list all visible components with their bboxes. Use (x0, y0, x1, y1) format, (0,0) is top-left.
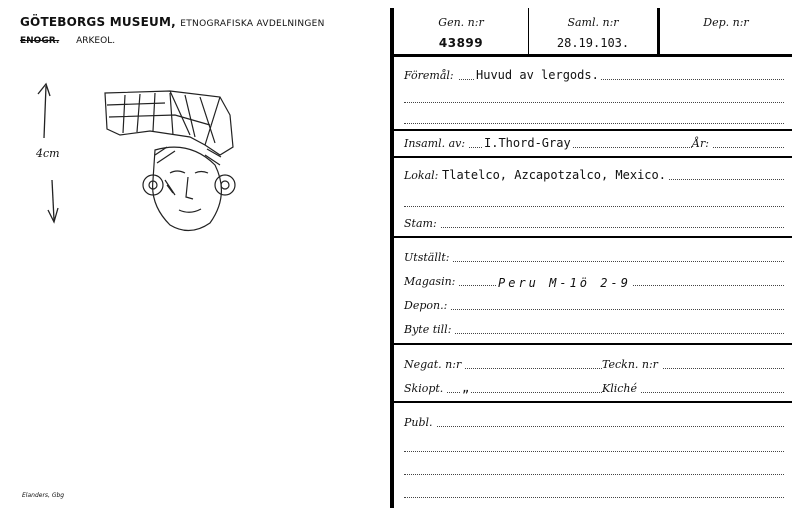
insaml-value: I.Thord-Gray (484, 136, 571, 150)
subdepartment: ARKEOL. (76, 36, 116, 46)
skiopt-value: „ (462, 381, 470, 395)
gen-value: 43899 (438, 36, 484, 50)
card-number-header (394, 8, 792, 57)
section-divider (394, 401, 792, 403)
lokal-label: Lokal: (404, 169, 442, 182)
byte-row (404, 320, 784, 336)
skiopt-row (404, 379, 784, 395)
insaml-label: Insaml. av: (404, 137, 469, 150)
saml-value: 28.19.103. (556, 36, 630, 50)
magasin-value: Peru M-1ö 2-9 (498, 276, 631, 290)
saml-label: Saml. n:r (567, 16, 619, 29)
stam-label: Stam: (404, 217, 441, 230)
teckn-label: Teckn. n:r (602, 358, 662, 371)
magasin-label: Magasin: (404, 275, 459, 288)
foremal-label: Föremål: (404, 69, 458, 82)
section-divider (394, 129, 792, 131)
ruled-line (404, 474, 784, 475)
saml-number-cell (529, 8, 660, 54)
negat-row (404, 355, 784, 371)
scale-label: 4cm (36, 147, 60, 160)
utstallt-label: Utställt: (404, 251, 453, 264)
section-divider (394, 156, 792, 158)
section-divider (394, 343, 792, 345)
card-left-border (390, 8, 394, 508)
insaml-row (404, 134, 784, 150)
kliche-label: Kliché (602, 382, 641, 395)
subdepartment-line (20, 36, 115, 46)
clay-head-drawing-icon (95, 85, 255, 235)
publ-label: Publ. (404, 416, 437, 429)
dep-label: Dep. n:r (703, 16, 749, 29)
gen-number-cell (394, 8, 529, 54)
foremal-row (404, 66, 784, 82)
negat-label: Negat. n:r (404, 358, 465, 371)
printer-mark: Elanders, Gbg (22, 492, 65, 499)
museum-header (20, 15, 325, 29)
lokal-row (404, 166, 784, 182)
museum-name: GÖTEBORGS MUSEUM, (20, 15, 176, 29)
ruled-line (404, 497, 784, 498)
byte-label: Byte till: (404, 323, 455, 336)
lokal-value: Tlatelco, Azcapotzalco, Mexico. (442, 168, 666, 182)
ruled-line (404, 451, 784, 452)
section-divider (394, 236, 792, 238)
ruled-line (404, 206, 784, 207)
ruled-line (404, 102, 784, 103)
dep-number-cell (660, 8, 792, 54)
ar-label: År: (692, 137, 713, 150)
department-name: ETNOGRAFISKA AVDELNINGEN (180, 19, 325, 29)
gen-label: Gen. n:r (438, 16, 484, 29)
foremal-value: Huvud av lergods. (476, 68, 599, 82)
magasin-row (404, 272, 784, 288)
ruled-line (404, 123, 784, 124)
publ-row (404, 413, 784, 429)
struck-department: ENOGR. (20, 36, 60, 46)
skiopt-label: Skiopt. (404, 382, 447, 395)
depon-row (404, 296, 784, 312)
depon-label: Depon.: (404, 299, 451, 312)
utstallt-row (404, 248, 784, 264)
stam-row (404, 214, 784, 230)
